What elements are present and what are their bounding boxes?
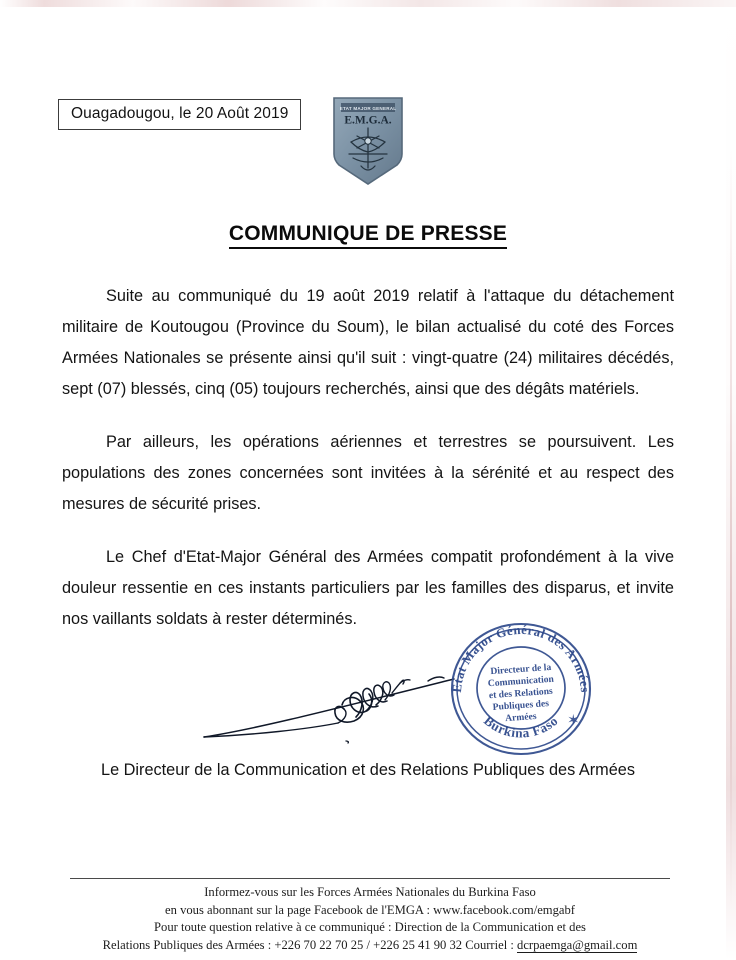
signer-title: Le Directeur de la Communication et des Relations Publiques des Armées: [101, 761, 635, 779]
footer-divider: [70, 878, 670, 879]
stamp-icon: [445, 612, 597, 764]
footer-line-3: Pour toute question relative à ce communiqué : Direction de la Communication et des: [154, 920, 586, 934]
footer-line-2: en vous abonnant sur la page Facebook de l'EMGA : www.facebook.com/emgabf: [165, 902, 575, 917]
stamp-inner-line-4: Publiques des: [492, 698, 550, 713]
place-date-box: [58, 99, 301, 130]
footer-email-link[interactable]: dcrpaemga@gmail.com: [517, 937, 638, 952]
signature-icon: [196, 655, 466, 760]
document-title: [0, 222, 736, 246]
footer-contact-text: Relations Publiques des Armées : +226 70 22 70 25 / +226 25 41 90 32 Courriel :: [102, 937, 518, 952]
stamp-inner-line-1: Directeur de la: [490, 661, 552, 678]
paragraph-1: Suite au communiqué du 19 août 2019 relatif à l'attaque du détachement militaire de Koutougou (Province du Soum), le bilan actualisé du coté des Forces Armées Nationales se présente ainsi qu'il suit : vingt-quatre (24) militaires décédés, sept (07) blessés, cinq (05) toujours recherchés, ainsi que des dégâts matériels.: [62, 287, 674, 398]
svg-text:E.M.G.A.: E.M.G.A.: [344, 114, 392, 127]
stamp-inner-line-2: Communication: [487, 673, 555, 690]
stamp-inner-line-5: Armées: [504, 710, 537, 725]
stamp-inner-line-3: et des Relations: [488, 685, 554, 702]
document-title-text: COMMUNIQUE DE PRESSE: [229, 222, 507, 249]
document-footer: [60, 884, 680, 954]
place-date-text: Ouagadougou, le 20 Août 2019: [71, 105, 289, 122]
handwritten-signature: [196, 655, 466, 760]
emga-emblem: [331, 96, 405, 186]
stamp-outer-bottom-text: Burkina Faso: [481, 712, 561, 741]
svg-text:ETAT MAJOR GENERAL: ETAT MAJOR GENERAL: [339, 106, 397, 111]
stamp-star-icon: ✶: [567, 713, 580, 729]
document-body: [62, 281, 674, 635]
paragraph-3: Le Chef d'Etat-Major Général des Armées compatit profondément à la vive douleur ressentie en ces instants particuliers par les familles des disparus, et invite nos vaillants soldats à rester déterminés.: [62, 548, 674, 628]
footer-line-4: [60, 937, 680, 955]
scan-artifact-right-line: [730, 150, 732, 910]
footer-line-1: Informez-vous sur les Forces Armées Nationales du Burkina Faso: [204, 885, 536, 899]
scan-artifact-right: [726, 0, 736, 960]
stamp-outer-top-text: Etat Major Général des Armées: [449, 622, 593, 694]
scan-artifact-top: [0, 0, 736, 7]
emga-shield-icon: [331, 96, 405, 186]
official-stamp: [445, 612, 597, 764]
paragraph-2: Par ailleurs, les opérations aériennes et terrestres se poursuivent. Les populations des zones concernées sont invitées à la sérénité et au respect des mesures de sécurité prises.: [62, 433, 674, 513]
